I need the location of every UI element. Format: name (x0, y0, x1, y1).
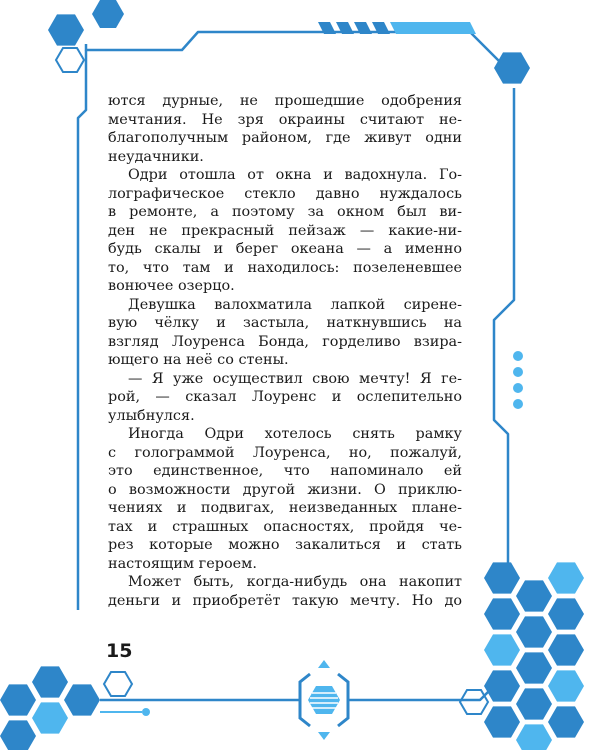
hex-top-right (494, 52, 530, 83)
text-line: вую чёлку и застыла, наткнувшись на (108, 315, 462, 331)
frame-line-top-right (300, 32, 500, 74)
text-line: благополучным районом, где живут одни (108, 130, 462, 146)
paragraph-6 (108, 573, 462, 610)
text-line: Девушка валохматила лапкой сирене- (128, 296, 462, 313)
text-line: чениях и подвигах, неизведанных плане- (108, 500, 462, 516)
paragraph-2 (108, 166, 462, 296)
text-line: ден не прекрасный пейзаж — какие-ни- (108, 222, 462, 239)
text-line: в ремонте, а поэтому за окном был ви- (108, 204, 462, 220)
hex-top-left-3 (56, 48, 84, 72)
text-line: мечтания. Не зря окраины считают не- (108, 111, 462, 128)
frame-line-top-left (86, 32, 300, 50)
text-line: вонючее озерцо. (108, 278, 235, 294)
text-line: рез которые можно закалиться и стать (108, 537, 462, 553)
body-text (108, 92, 462, 610)
text-line: настоящим героем. (108, 555, 257, 572)
text-line: улыбнулся. (108, 407, 195, 424)
paragraph-5 (108, 425, 462, 573)
text-line: то, что там и находилось: позеленевшее (108, 259, 462, 276)
text-line: тах и страшных опасностях, пройдя че- (108, 518, 462, 535)
frame-line-right (494, 88, 514, 570)
text-line: Одри отошла от окна и вадохнула. Го- (128, 167, 462, 183)
text-line: ющего на неё со стены. (108, 352, 289, 368)
text-line: будь скалы и берег океана — а именно (108, 241, 462, 257)
bottom-center-badge (300, 660, 348, 740)
right-dots (513, 351, 523, 409)
paragraph-3 (108, 296, 462, 370)
frame-line-bottom-right (348, 690, 490, 700)
text-line: Иногда Одри хотелось снять рамку (128, 426, 462, 442)
text-line: Может быть, когда-нибудь она накопит (128, 574, 462, 590)
paragraph-4 (108, 370, 462, 426)
text-line: ются дурные, не прошедшие одобрения (108, 93, 462, 109)
text-line: с голограммой Лоуренса, но, пожалуй, (108, 444, 462, 461)
text-line: рой, — сказал Лоуренс и ослепительно (108, 389, 462, 405)
hex-cluster-bottom-right (460, 562, 584, 750)
paragraph-1 (108, 92, 462, 166)
text-line: — Я уже осуществил свою мечту! Я ге- (128, 370, 462, 387)
top-stripes (318, 22, 476, 34)
page-number: 15 (106, 640, 133, 662)
text-line: взгляд Лоуренса Бонда, горделиво взира- (108, 333, 462, 350)
frame-line-left (78, 50, 86, 610)
hex-top-left-2 (92, 0, 124, 28)
text-line: деньги и приобретёт такую мечту. Но до (108, 592, 462, 609)
hex-cluster-bottom-left (0, 666, 132, 750)
text-line: о возможности другой жизни. О приклю- (108, 481, 462, 498)
bottom-left-dot (142, 708, 150, 716)
text-line: это единственное, что напоминало ей (108, 463, 462, 479)
text-line: лографическое стекло давно нуждалось (108, 185, 462, 202)
hex-top-left-1 (48, 14, 84, 45)
text-line: неудачники. (108, 148, 204, 165)
